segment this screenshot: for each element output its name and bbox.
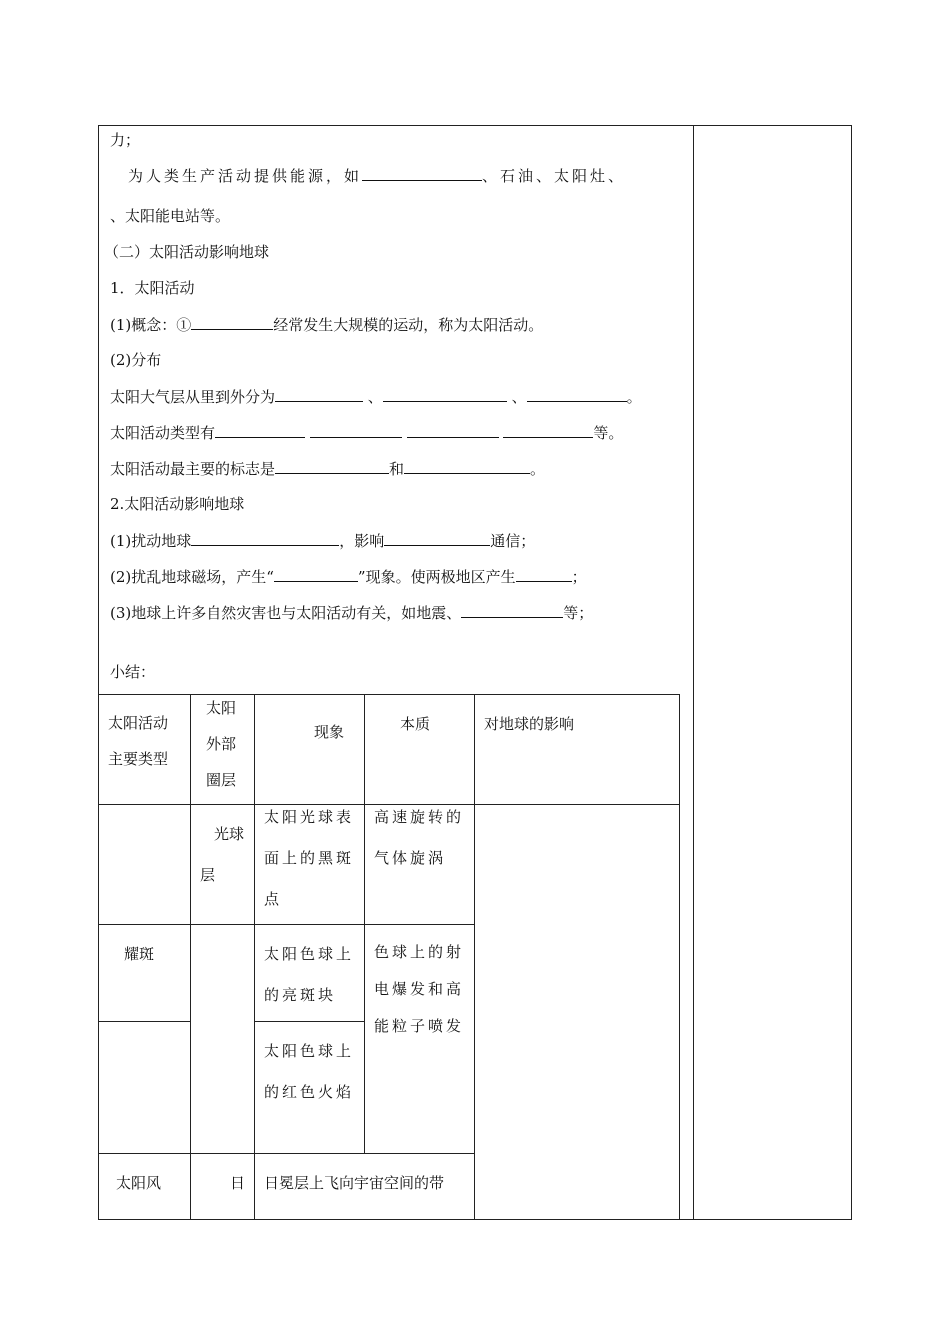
energy-blank [362, 165, 482, 181]
header-phenomenon: 现象 [314, 723, 345, 741]
item3-line [110, 602, 593, 623]
table-line [474, 694, 475, 1219]
outer-frame-divider [693, 125, 694, 1220]
row2-phenomenon: 太阳色球上的亮斑块 [264, 945, 355, 1004]
row2-essence: 色球上的射电爆发和高能粒子喷发 [374, 943, 465, 1035]
item3-blank [461, 602, 563, 618]
marks-mid: 和 [389, 460, 405, 478]
outer-frame-bottom [98, 1219, 852, 1220]
energy-line [128, 165, 626, 186]
sub2-title: 2.太阳活动影响地球 [110, 495, 245, 513]
table-line [364, 694, 365, 1153]
item2-mid: ”现象。使两极地区产生 [357, 568, 516, 586]
header-layer: 太阳外部圈层 [206, 699, 237, 789]
header-impact: 对地球的影响 [484, 715, 575, 733]
energy-suffix: 、石油、太阳灶、 [482, 167, 627, 185]
table-line [254, 1021, 364, 1022]
layers-line [110, 386, 642, 407]
types-end: 等。 [593, 424, 624, 442]
concept-prefix: (1)概念：① [110, 316, 192, 334]
row4-layer: 日 [230, 1174, 246, 1192]
item2-blank-1 [274, 566, 358, 582]
row2-type: 耀斑 [124, 945, 155, 963]
row4-type: 太阳风 [116, 1174, 162, 1192]
layers-blank-2 [383, 386, 507, 402]
section-two-heading: （二）太阳活动影响地球 [104, 243, 270, 261]
distribution-label: (2)分布 [110, 351, 162, 369]
energy-next: 、太阳能电站等。 [110, 207, 231, 225]
layers-blank-3 [527, 386, 627, 402]
types-blank-2 [310, 422, 402, 438]
item1-end: 通信； [490, 532, 536, 550]
layers-blank-1 [275, 386, 363, 402]
row1-layer: 光球层 [200, 825, 245, 884]
concept-line [110, 314, 543, 335]
table-line [98, 694, 679, 695]
item1-blank-2 [384, 530, 490, 546]
marks-line [110, 458, 545, 479]
layers-prefix: 太阳大气层从里到外分为 [110, 388, 276, 406]
item2-blank-2 [516, 566, 572, 582]
marks-end: 。 [530, 460, 546, 478]
sub1-title: 1．太阳活动 [110, 279, 195, 297]
outer-frame-top [98, 125, 852, 126]
table-line [98, 924, 474, 925]
table-line [190, 694, 191, 1219]
item2-line [110, 566, 587, 587]
table-line [254, 694, 255, 1219]
item1-line [110, 530, 535, 551]
intro-tail: 力； [110, 131, 141, 149]
row3-phenomenon: 太阳色球上的红色火焰 [264, 1042, 355, 1101]
types-blank-3 [407, 422, 499, 438]
layers-sep-2: 、 [511, 388, 527, 406]
item3-prefix: (3)地球上许多自然灾害也与太阳活动有关，如地震、 [110, 604, 462, 622]
types-prefix: 太阳活动类型有 [110, 424, 216, 442]
table-line [679, 694, 680, 1219]
item3-end: 等； [563, 604, 594, 622]
item1-prefix: (1)扰动地球 [110, 532, 192, 550]
item2-prefix: (2)扰乱地球磁场，产生“ [110, 568, 274, 586]
marks-blank-2 [404, 458, 530, 474]
marks-blank-1 [275, 458, 389, 474]
summary-label: 小结： [110, 663, 156, 681]
item2-end: ； [571, 568, 587, 586]
table-line [98, 1021, 190, 1022]
outer-frame-left [98, 125, 99, 1220]
layers-sep-1: 、 [367, 388, 383, 406]
header-type: 太阳活动主要类型 [108, 714, 169, 768]
table-line [98, 1153, 474, 1154]
row1-phenomenon: 太阳光球表面上的黑斑点 [264, 808, 355, 908]
concept-suffix: 经常发生大规模的运动，称为太阳活动。 [273, 316, 544, 334]
layers-end: 。 [626, 388, 642, 406]
item1-blank-1 [191, 530, 339, 546]
header-essence: 本质 [400, 715, 431, 733]
energy-prefix: 为人类生产活动提供能源，如 [128, 167, 363, 185]
row1-essence: 高速旋转的气体旋涡 [374, 808, 465, 867]
concept-blank [191, 314, 273, 330]
outer-frame-right [851, 125, 852, 1220]
marks-prefix: 太阳活动最主要的标志是 [110, 460, 276, 478]
types-blank-1 [215, 422, 305, 438]
types-blank-4 [503, 422, 593, 438]
row4-phenomenon: 日冕层上飞向宇宙空间的带 [264, 1174, 445, 1192]
types-line [110, 422, 623, 443]
item1-mid: ，影响 [339, 532, 385, 550]
